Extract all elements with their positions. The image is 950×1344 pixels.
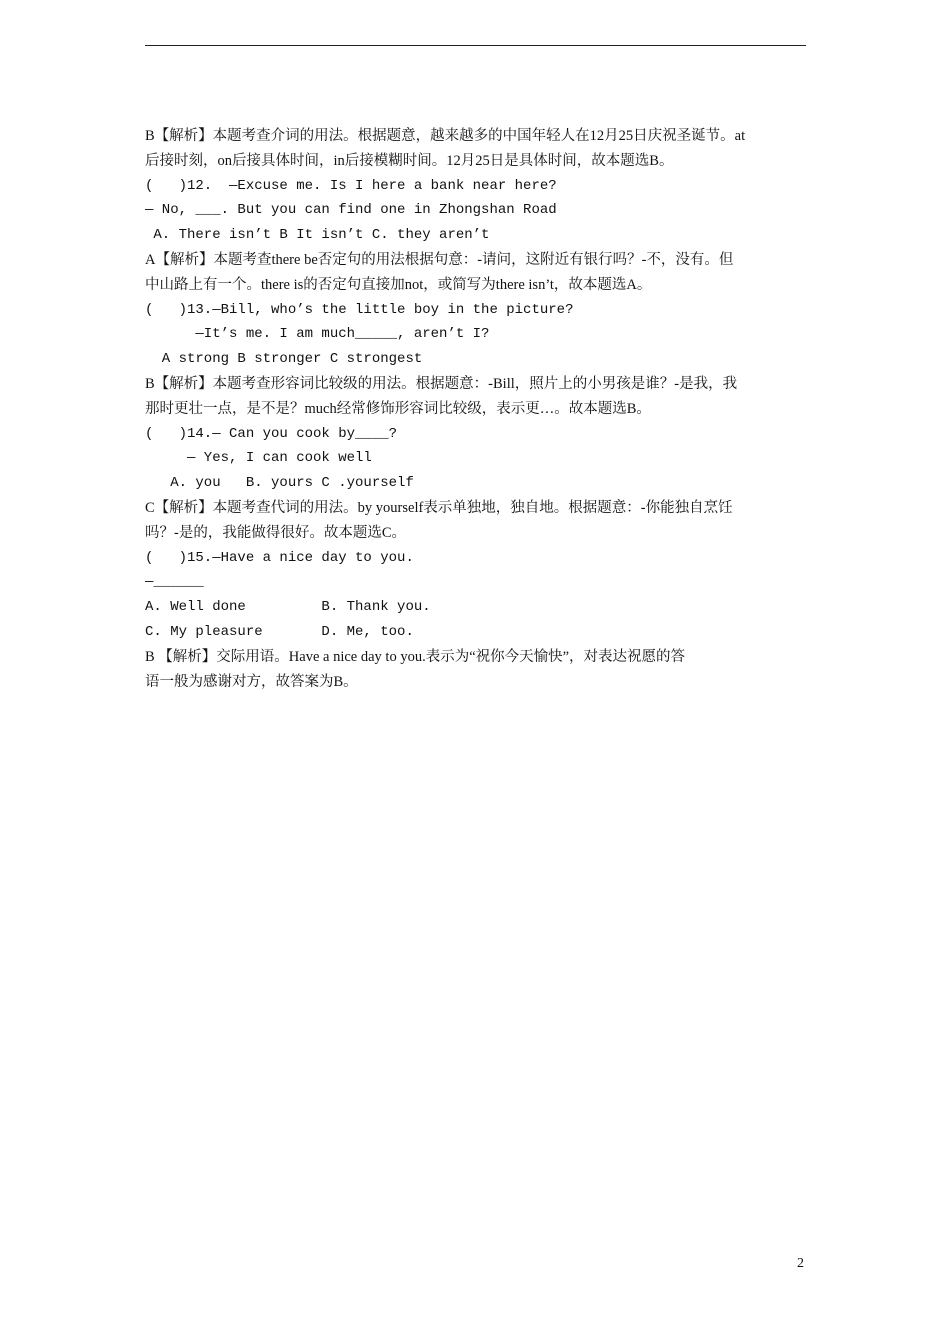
- question-15: ( )15.—Have a nice day to you.: [145, 549, 414, 566]
- text-line: —It’s me. I am much_____, aren’t I?: [145, 326, 490, 343]
- text-line: — No, ___. But you can find one in Zhongshan Road: [145, 202, 557, 219]
- text-line: B【解析】本题考查形容词比较级的用法。根据题意：-Bill，照片上的小男孩是谁？-是我，我: [145, 375, 738, 392]
- header-rule: [145, 45, 806, 46]
- text-line: 中山路上有一个。there is的否定句直接加not，或简写为there isn’t，故本题选A。: [145, 276, 652, 293]
- text-line: —______: [145, 574, 204, 591]
- text-line: B 【解析】交际用语。Have a nice day to you.表示为“祝你今天愉快”，对表达祝愿的答: [145, 648, 686, 665]
- question-12: ( )12. —Excuse me. Is I here a bank near here?: [145, 177, 557, 194]
- text-line: B【解析】本题考查介词的用法。根据题意，越来越多的中国年轻人在12月25日庆祝圣诞节。at: [145, 128, 746, 144]
- options-14: A. you B. yours C .yourself: [145, 475, 414, 492]
- text-line: C【解析】本题考查代词的用法。by yourself表示单独地，独自地。根据题意：-你能独自烹饪: [145, 499, 733, 516]
- options-15-ab: A. Well done B. Thank you.: [145, 599, 431, 616]
- options-13: A strong B stronger C strongest: [145, 351, 423, 368]
- text-line: 后接时刻，on后接具体时间，in后接模糊时间。12月25日是具体时间，故本题选B。: [145, 152, 674, 169]
- document-body: [145, 124, 807, 694]
- text-line: A【解析】本题考查there be否定句的用法根据句意：-请问，这附近有银行吗？-不，没有。但: [145, 251, 734, 268]
- text-line: 那时更壮一点，是不是？much经常修饰形容词比较级，表示更…。故本题选B。: [145, 400, 651, 417]
- options-15-cd: C. My pleasure D. Me, too.: [145, 623, 414, 640]
- question-14: ( )14.— Can you cook by____?: [145, 425, 398, 442]
- text-line: — Yes, I can cook well: [145, 450, 372, 467]
- question-13: ( )13.—Bill, who’s the little boy in the picture?: [145, 301, 574, 318]
- text-line: 吗？-是的，我能做得很好。故本题选C。: [145, 524, 406, 541]
- page-number: 2: [797, 1256, 804, 1271]
- text-line: 语一般为感谢对方，故答案为B。: [145, 673, 358, 690]
- options-12: A. There isn’t B It isn’t C. they aren’t: [145, 227, 490, 244]
